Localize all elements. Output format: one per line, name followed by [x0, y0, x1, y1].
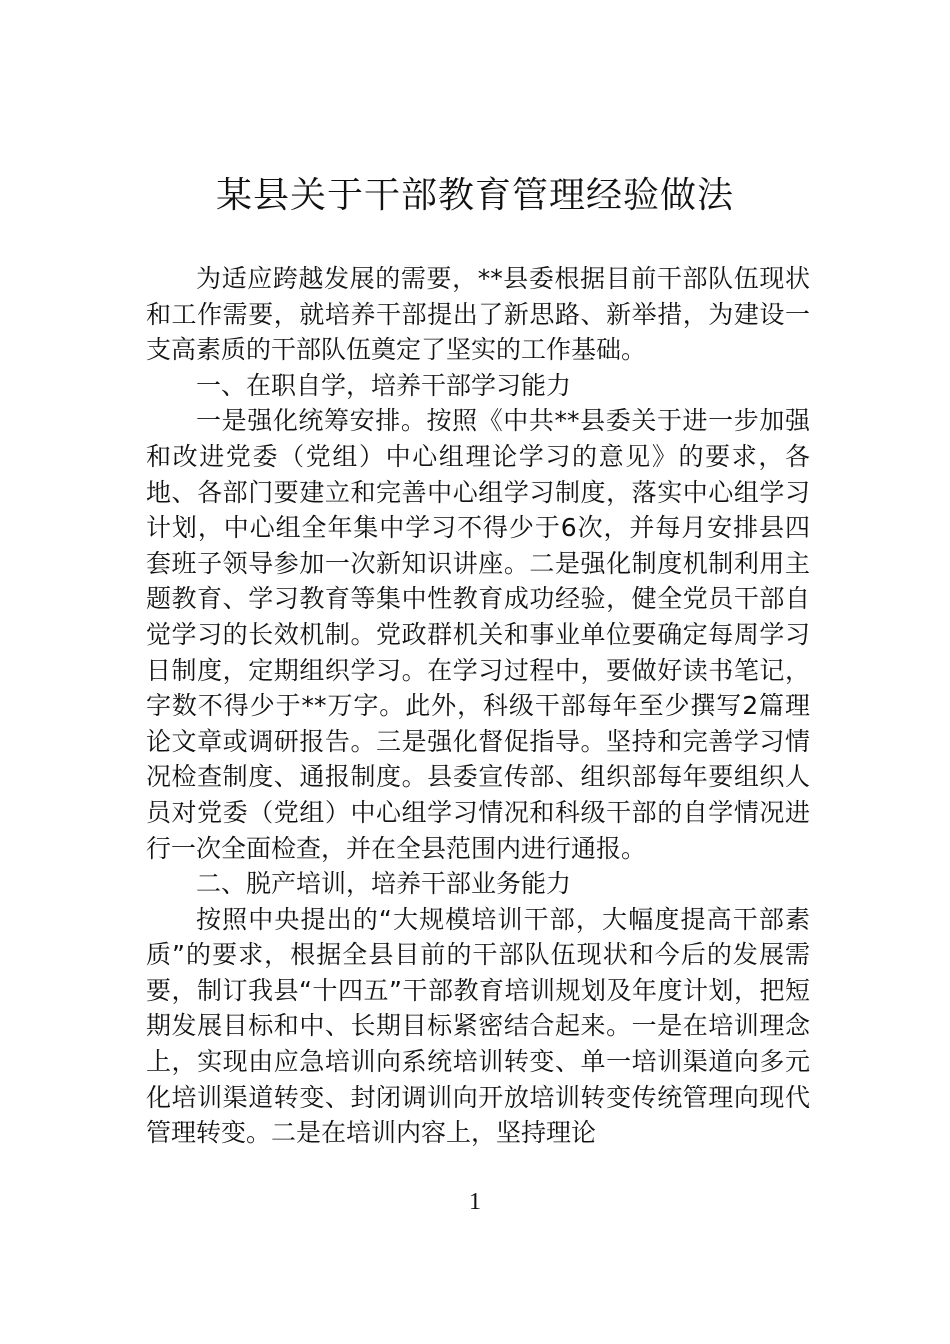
- document-title: 某县关于干部教育管理经验做法: [215, 175, 734, 216]
- page-number: 1: [469, 1189, 481, 1215]
- document-body: [146, 261, 810, 1151]
- section-heading-1: 一、在职自学，培养干部学习能力: [196, 370, 572, 400]
- section-2-paragraph: 按照中央提出的“大规模培训干部，大幅度提高干部素质”的要求，根据全县目前的干部队伍现状和今后的发展需要，制订我县“十四五”干部教育培训规划及年度计划，把短期发展目标和中、长期目标紧密结合起来。一是在培训理念上，实现由应急培训向系统培训转变、单一培训渠道向多元化培训渠道转变、封闭调训向开放培训转变传统管理向现代管理转变。二是在培训内容上，坚持理论: [146, 904, 810, 1148]
- section-1-paragraph: 一是强化统筹安排。按照《中共**县委关于进一步加强和改进党委（党组）中心组理论学习的意见》的要求，各地、各部门要建立和完善中心组学习制度，落实中心组学习计划，中心组全年集中学习不得少于6次，并每月安排县四套班子领导参加一次新知识讲座。二是强化制度机制利用主题教育、学习教育等集中性教育成功经验，健全党员干部自觉学习的长效机制。党政群机关和事业单位要确定每周学习日制度，定期组织学习。在学习过程中，要做好读书笔记，字数不得少于**万字。此外，科级干部每年至少撰写2篇理论文章或调研报告。三是强化督促指导。坚持和完善学习情况检查制度、通报制度。县委宣传部、组织部每年要组织人员对党委（党组）中心组学习情况和科级干部的自学情况进行一次全面检查，并在全县范围内进行通报。: [146, 406, 810, 863]
- intro-paragraph: 为适应跨越发展的需要，**县委根据目前干部队伍现状和工作需要，就培养干部提出了新思路、新举措，为建设一支高素质的干部队伍奠定了坚实的工作基础。: [146, 264, 810, 365]
- section-heading-2: 二、脱产培训，培养干部业务能力: [196, 869, 572, 899]
